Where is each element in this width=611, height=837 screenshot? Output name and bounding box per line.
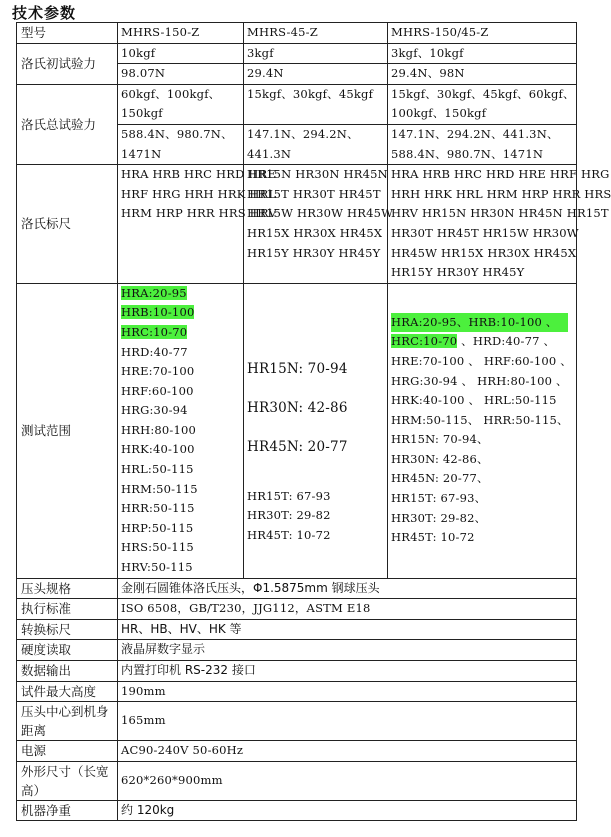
value-line: HR15X HR30X HR45X	[247, 225, 383, 240]
spec-value: 190mm	[118, 681, 577, 702]
range-row	[17, 283, 577, 578]
value-line: HRM:50-115、 HRR:50-115、	[391, 412, 569, 427]
spec-value: 620*260*900mm	[118, 761, 577, 800]
spec-row	[17, 578, 577, 599]
spec-label: 硬度读取	[17, 640, 118, 661]
value-line: HRA HRB HRC HRD HRE	[121, 167, 277, 182]
value-line: HR45N: 20-77	[247, 438, 348, 455]
value-line: HR45N: 20-77、	[391, 471, 489, 486]
range-label: 测试范围	[17, 283, 118, 578]
value-line: HR15T HR30T HR45T	[247, 186, 381, 201]
spec-value: HR、HB、HV、HK 等	[118, 619, 577, 640]
value-line: 15kgf、30kgf、45kgf、60kgf、	[391, 86, 575, 101]
value-text: 、HRD:40-77 、	[457, 334, 556, 349]
value-line: HRP:50-115	[121, 520, 194, 535]
spec-label: 压头中心到机身距离	[17, 702, 118, 741]
spec-value: ISO 6508，GB/T230，JJG112，ASTM E18	[118, 599, 577, 620]
initial-force-newton: 29.4N、98N	[388, 64, 577, 85]
model-row	[17, 23, 577, 44]
spec-label: 电源	[17, 741, 118, 762]
value-line: HRM HRP HRR HRS HRV	[121, 206, 277, 221]
value-line: HRV HR15N HR30N HR45N HR15T	[391, 206, 609, 221]
section-title: 技术参数	[12, 4, 77, 22]
spec-table	[16, 22, 611, 821]
spec-value: 约 120kg	[118, 800, 577, 821]
value-line: HRM:50-115	[121, 481, 198, 496]
total-force-kgf	[244, 84, 388, 124]
model-label: 型号	[17, 23, 118, 44]
value-line: HR30T: 29-82、	[391, 510, 487, 525]
spec-row	[17, 741, 577, 762]
value-line: HRL:50-115	[121, 462, 194, 477]
value-line: HRF:60-100	[121, 383, 194, 398]
initial-force-kgf: 3kgf	[244, 43, 388, 64]
value-line: HR15Y HR30Y HR45Y	[247, 245, 381, 260]
highlighted-range: HRB:10-100	[121, 305, 195, 320]
spec-label: 试件最大高度	[17, 681, 118, 702]
highlighted-range: HRC:10-70	[121, 324, 188, 339]
value-line: HRH HRK HRL HRM HRP HRR HRS	[391, 186, 611, 201]
value-line: 441.3N	[247, 146, 292, 161]
spec-row	[17, 800, 577, 821]
value-line: 147.1N、294.2N、	[247, 126, 359, 141]
total-force-kgf	[118, 84, 244, 124]
highlighted-range: HRA:20-95、HRB:10-100 、	[391, 313, 568, 333]
spec-value: 金刚石圆锥体洛氏压头，Φ1.5875mm 钢球压头	[118, 578, 577, 599]
value-line: HR45T: 10-72	[391, 530, 475, 545]
value-line: HRE:70-100	[121, 364, 195, 379]
value-line: 100kgf、150kgf	[391, 106, 487, 121]
value-line: HR30N: 42-86、	[391, 451, 489, 466]
value-line: HR30T HR45T HR15W HR30W	[391, 225, 579, 240]
spec-row	[17, 681, 577, 702]
highlighted-range: HRA:20-95	[121, 285, 187, 300]
value-line: HRG:30-94 、 HRH:80-100 、	[391, 373, 568, 388]
model-cell: MHRS-45-Z	[244, 23, 388, 44]
spec-row	[17, 761, 577, 800]
spec-label: 机器净重	[17, 800, 118, 821]
value-line: 588.4N、980.7N、1471N	[391, 146, 544, 161]
value-line: HRV:50-115	[121, 560, 193, 575]
value-line: HR45T: 10-72	[247, 527, 331, 542]
value-line: 60kgf、100kgf、	[121, 86, 221, 101]
spec-row	[17, 661, 577, 682]
value-line: HRK:40-100	[121, 442, 195, 457]
value-line: HR45W HR15X HR30X HR45X	[391, 245, 577, 260]
initial-force-newton: 98.07N	[118, 64, 244, 85]
range-cell	[118, 283, 244, 578]
value-line: HR30N: 42-86	[247, 399, 348, 416]
value-line: HRF HRG HRH HRK HRL	[121, 186, 277, 201]
value-line: HR15N: 70-94	[247, 360, 348, 377]
range-cell	[244, 283, 388, 578]
value-line: HR15Y HR30Y HR45Y	[391, 265, 525, 280]
value-line: HR15T: 67-93	[247, 488, 331, 503]
model-cell: MHRS-150-Z	[118, 23, 244, 44]
value-line: HRK:40-100 、 HRL:50-115	[391, 393, 557, 408]
value-line: 1471N	[121, 146, 162, 161]
initial-force-row	[17, 43, 577, 64]
total-force-newton	[244, 124, 388, 164]
spec-row	[17, 640, 577, 661]
spec-row	[17, 619, 577, 640]
value-line: HR15T: 67-93、	[391, 491, 487, 506]
total-force-newton	[118, 124, 244, 164]
value-line: HR15N: 70-94、	[391, 432, 489, 447]
spec-label: 执行标准	[17, 599, 118, 620]
value-line: HR30T: 29-82	[247, 508, 331, 523]
spec-label: 数据输出	[17, 661, 118, 682]
scales-label: 洛氏标尺	[17, 165, 118, 284]
total-force-label: 洛氏总试验力	[17, 84, 118, 164]
value-line: HRR:50-115	[121, 501, 195, 516]
spec-label: 压头规格	[17, 578, 118, 599]
scales-cell	[118, 165, 277, 284]
spec-label: 外形尺寸（长宽高）	[17, 761, 118, 800]
spec-value: 液晶屏数字显示	[118, 640, 577, 661]
value-line: HRS:50-115	[121, 540, 194, 555]
highlighted-range: HRC:10-70	[391, 334, 458, 349]
total-force-newton	[388, 124, 577, 164]
value-line: 150kgf	[121, 106, 163, 121]
total-force-kgf	[388, 84, 577, 124]
spec-row	[17, 702, 577, 741]
model-cell: MHRS-150/45-Z	[388, 23, 577, 44]
total-force-row	[17, 84, 577, 124]
value-line: HRD:40-77	[121, 344, 188, 359]
value-line: 15kgf、30kgf、45kgf	[247, 86, 374, 101]
value-line: 147.1N、294.2N、441.3N、	[391, 126, 559, 141]
scales-row	[17, 165, 577, 284]
value-line: HR15W HR30W HR45W	[247, 206, 394, 221]
value-line: HRH:80-100	[121, 422, 197, 437]
initial-force-kgf: 10kgf	[118, 43, 244, 64]
range-cell	[388, 283, 577, 578]
initial-force-label: 洛氏初试验力	[17, 43, 118, 84]
spec-value: 内置打印机 RS-232 接口	[118, 661, 577, 682]
spec-row	[17, 599, 577, 620]
spec-value: AC90-240V 50-60Hz	[118, 741, 577, 762]
initial-force-newton: 29.4N	[244, 64, 388, 85]
value-line: HR15N HR30N HR45N	[247, 167, 388, 182]
scales-cell	[388, 165, 611, 284]
value-line: 588.4N、980.7N、	[121, 126, 233, 141]
initial-force-kgf: 3kgf、10kgf	[388, 43, 577, 64]
spec-value: 165mm	[118, 702, 577, 741]
spec-label: 转换标尺	[17, 619, 118, 640]
value-line: HRA HRB HRC HRD HRE HRF HRG	[391, 167, 610, 182]
value-line: HRG:30-94	[121, 403, 188, 418]
value-line: HRE:70-100 、 HRF:60-100 、	[391, 353, 572, 368]
scales-cell	[244, 165, 394, 284]
